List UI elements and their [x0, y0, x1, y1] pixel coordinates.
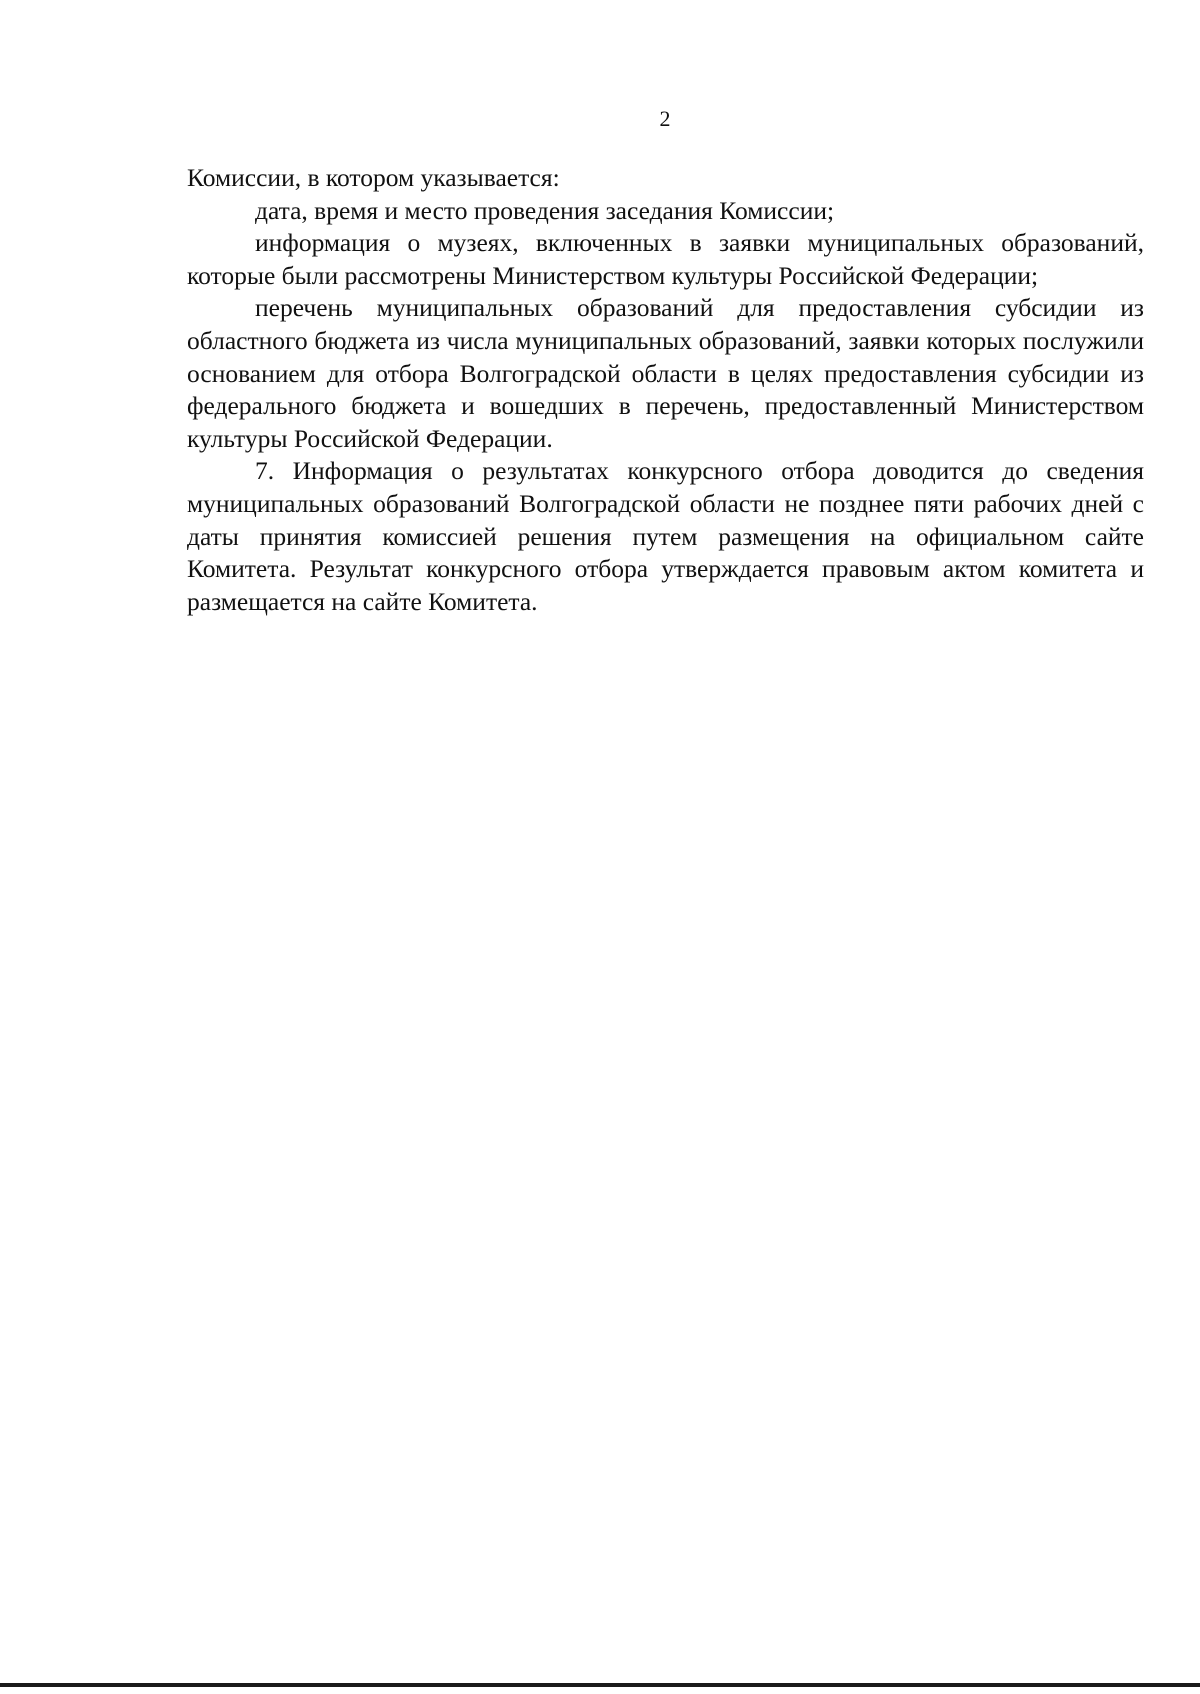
paragraph-municipality-list: перечень муниципальных образований для предоставления субсидии из областного бюджета из числа муниципальных образований, заявки которых послужили основанием для отбора Волгоградской области в целях предоставления субсидии из федерального бюджета и вошедших в перечень, предоставленный Министерством культуры Российской Федерации.	[187, 293, 1144, 453]
paragraph-commission-intro: Комиссии, в котором указывается:	[187, 163, 560, 192]
scan-bottom-edge-line	[0, 1683, 1200, 1687]
paragraph-section-7: 7. Информация о результатах конкурсного отбора доводится до сведения муниципальных образований Волгоградской области не позднее пяти рабочих дней с даты принятия комиссией решения путем размещения на официальном сайте Комитета. Результат конкурсного отбора утверждается правовым актом комитета и размещается на сайте Комитета.	[187, 456, 1144, 616]
document-body	[187, 162, 1144, 618]
paragraph-museum-info: информация о музеях, включенных в заявки муниципальных образований, которые были рассмотрены Министерством культуры Российской Федерации;	[187, 228, 1144, 290]
paragraph-meeting-date: дата, время и место проведения заседания Комиссии;	[255, 195, 835, 225]
page-number: 2	[659, 106, 671, 131]
